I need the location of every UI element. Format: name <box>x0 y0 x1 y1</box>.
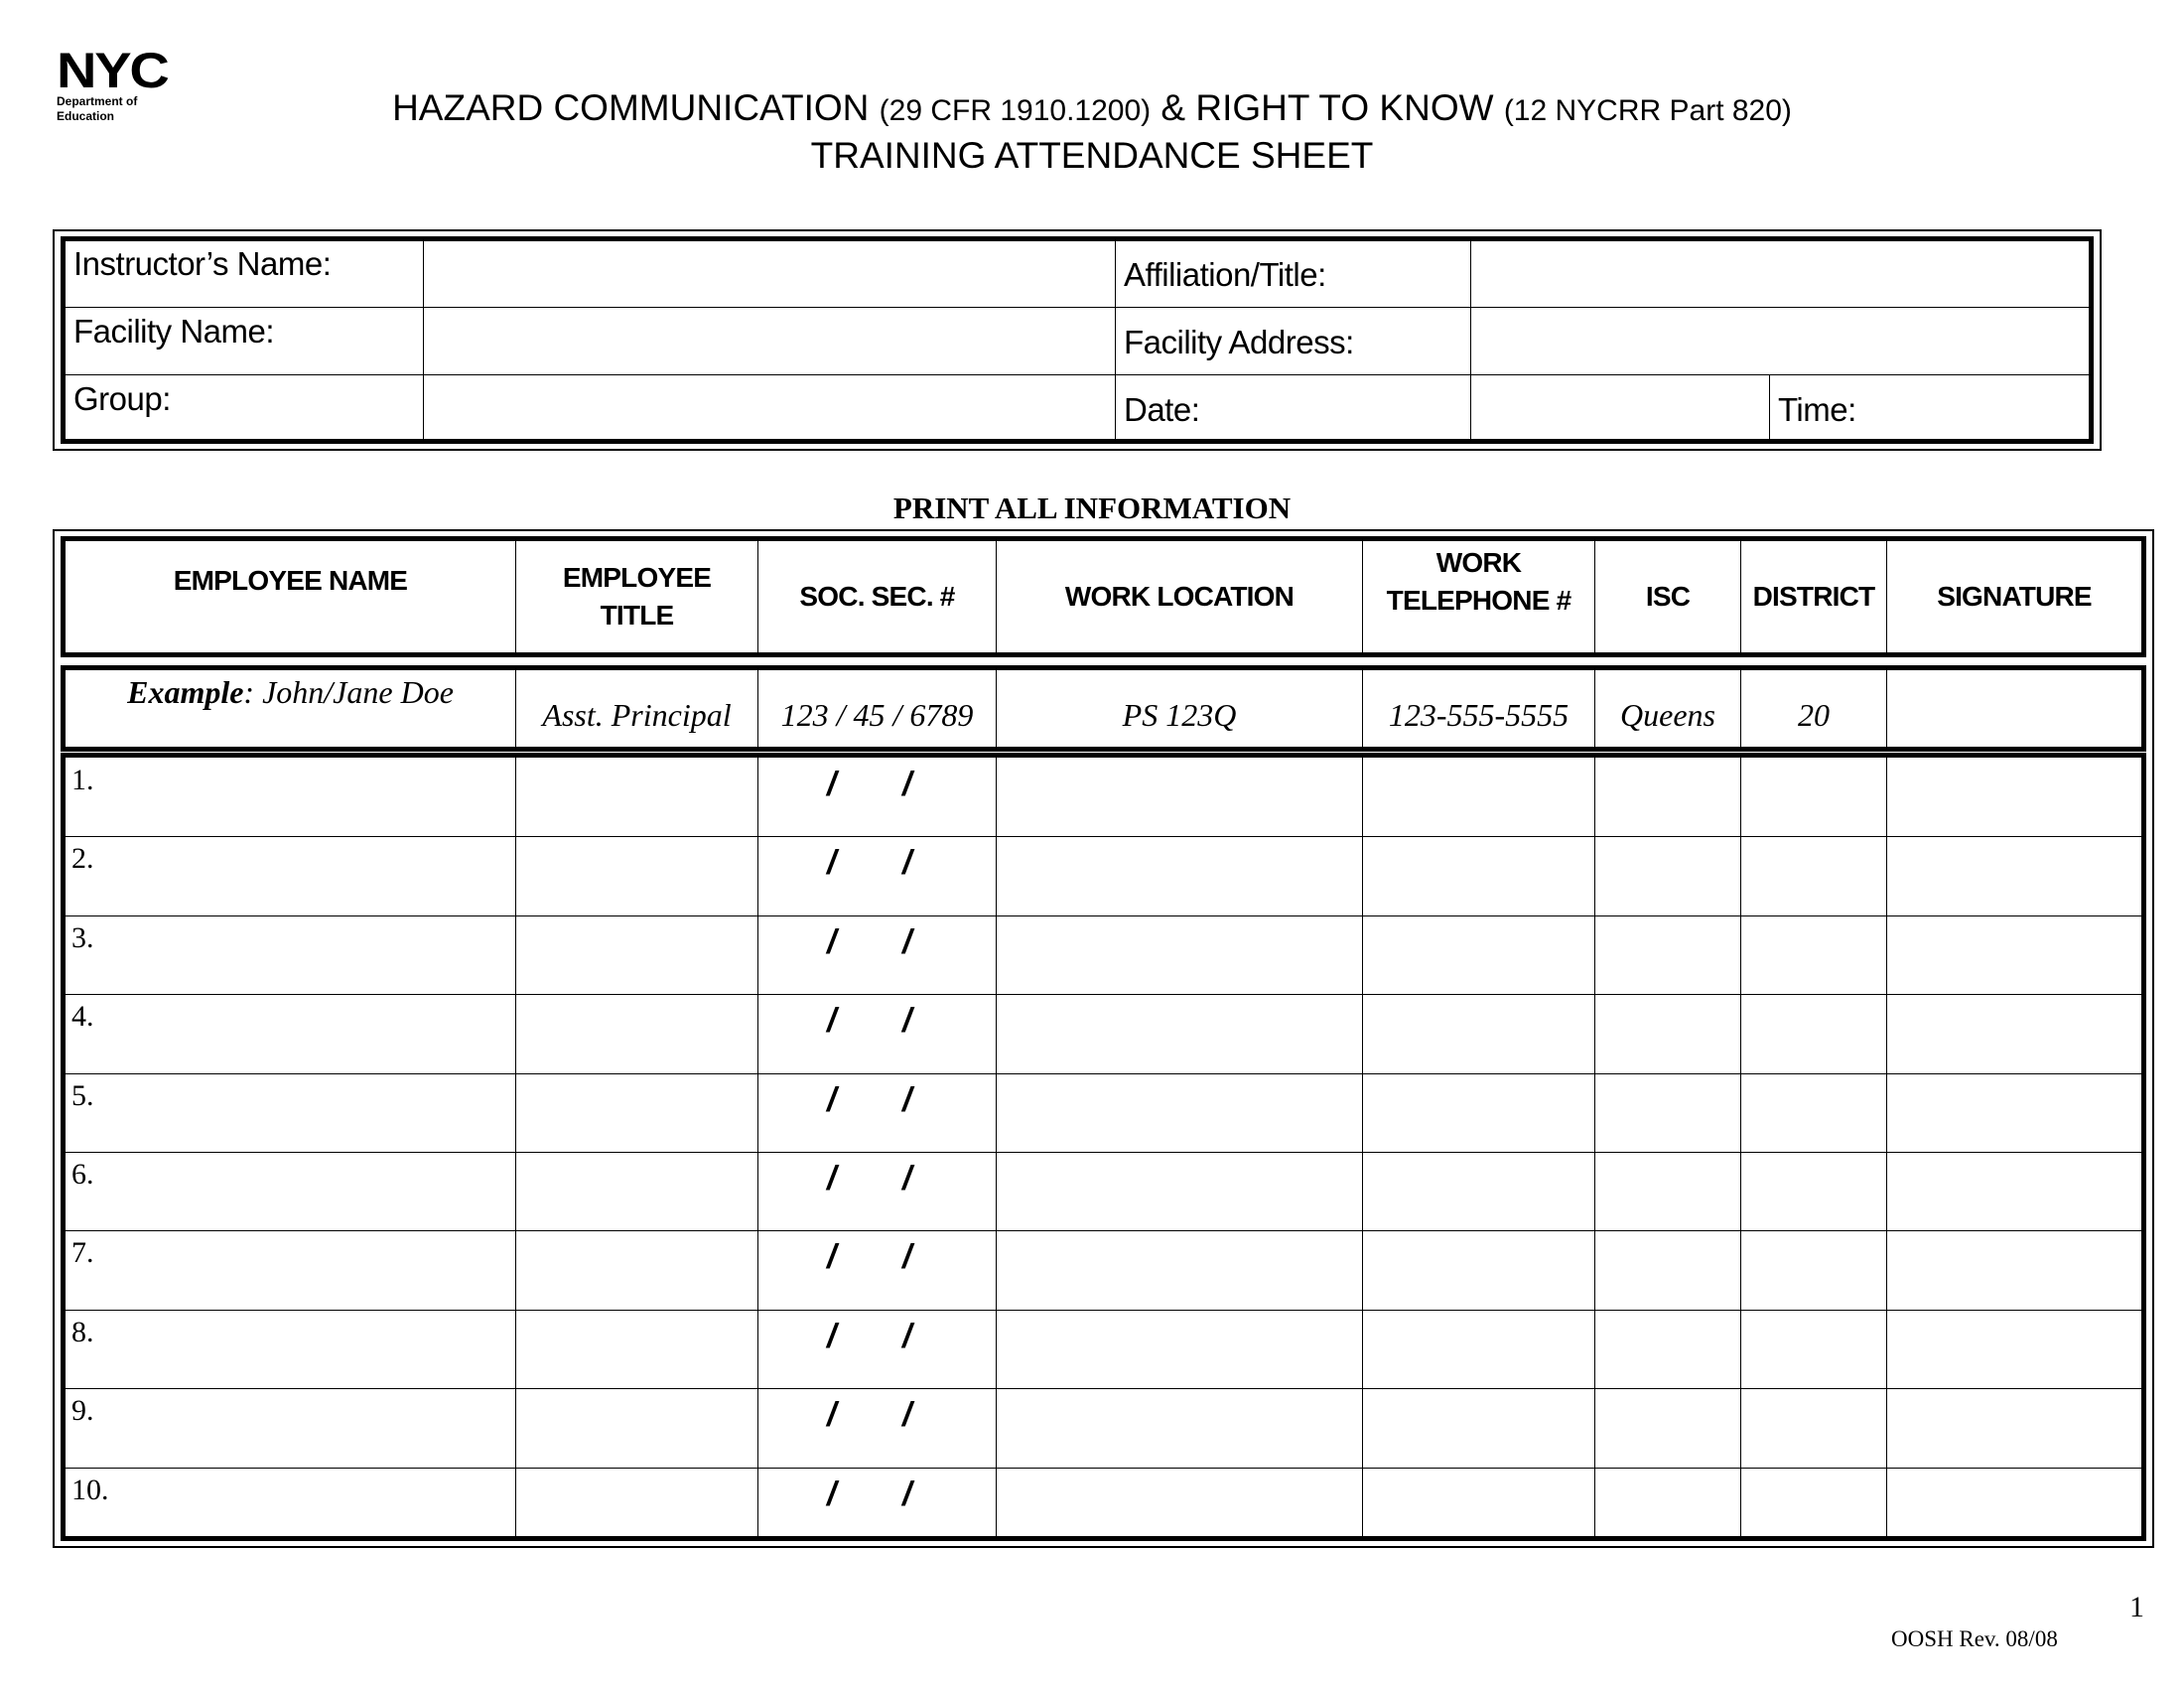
row-cell-work-location[interactable] <box>997 995 1362 1072</box>
soc-sec-separator: / <box>827 1238 837 1276</box>
row-cell-work-telephone[interactable] <box>1363 1231 1594 1309</box>
facility-name-field[interactable] <box>424 308 1115 374</box>
row-cell-work-telephone[interactable] <box>1363 837 1594 914</box>
soc-sec-separator: / <box>902 1160 912 1197</box>
row-cell-name[interactable] <box>66 995 515 1072</box>
soc-sec-separator: / <box>827 923 837 961</box>
column-divider <box>1362 670 1363 747</box>
column-divider <box>996 541 997 652</box>
soc-sec-separator: / <box>827 1002 837 1040</box>
row-cell-title[interactable] <box>516 1311 757 1388</box>
row-cell-signature[interactable] <box>1887 837 2141 914</box>
row-cell-soc-sec[interactable] <box>758 1153 996 1230</box>
row-cell-name[interactable] <box>66 1074 515 1152</box>
row-number: 6. <box>71 1158 94 1191</box>
group-label: Group: <box>73 380 171 417</box>
column-divider <box>1594 541 1595 652</box>
column-divider <box>1886 541 1887 652</box>
row-cell-soc-sec[interactable] <box>758 1074 996 1152</box>
row-cell-signature[interactable] <box>1887 1153 2141 1230</box>
example-work-location: PS 123Q <box>1122 696 1237 733</box>
row-cell-soc-sec[interactable] <box>758 759 996 836</box>
row-cell-signature[interactable] <box>1887 759 2141 836</box>
header-band <box>61 536 2146 657</box>
row-cell-isc[interactable] <box>1595 1074 1740 1152</box>
row-number: 2. <box>71 842 94 875</box>
example-title: Asst. Principal <box>542 696 732 733</box>
row-cell-isc[interactable] <box>1595 1153 1740 1230</box>
table-row <box>66 1230 2141 1309</box>
soc-sec-separator: / <box>902 1002 912 1040</box>
row-cell-isc[interactable] <box>1595 916 1740 994</box>
table-row <box>66 994 2141 1072</box>
row-cell-work-location[interactable] <box>997 1153 1362 1230</box>
row-cell-district[interactable] <box>1741 916 1886 994</box>
row-cell-signature[interactable] <box>1887 1469 2141 1546</box>
header-district: DISTRICT <box>1752 581 1875 612</box>
row-cell-name[interactable] <box>66 837 515 914</box>
row-cell-soc-sec[interactable] <box>758 995 996 1072</box>
soc-sec-separator: / <box>827 844 837 882</box>
row-cell-signature[interactable] <box>1887 995 2141 1072</box>
soc-sec-separator: / <box>827 766 837 803</box>
table-row <box>66 1073 2141 1152</box>
row-cell-isc[interactable] <box>1595 837 1740 914</box>
row-number: 5. <box>71 1079 94 1112</box>
row-number: 8. <box>71 1316 94 1348</box>
table-row <box>66 915 2141 994</box>
column-divider <box>1740 541 1741 652</box>
row-number: 7. <box>71 1236 94 1269</box>
row-cell-district[interactable] <box>1741 759 1886 836</box>
row-cell-title[interactable] <box>516 837 757 914</box>
title-main-b: RIGHT TO KNOW <box>1195 87 1494 128</box>
column-divider <box>515 670 516 747</box>
column-divider <box>757 670 758 747</box>
row-cell-work-location[interactable] <box>997 1231 1362 1309</box>
row-cell-soc-sec[interactable] <box>758 1389 996 1467</box>
affiliation-title-label: Affiliation/Title: <box>1124 256 1326 293</box>
row-cell-work-telephone[interactable] <box>1363 916 1594 994</box>
date-field[interactable] <box>1471 375 1769 443</box>
row-cell-isc[interactable] <box>1595 995 1740 1072</box>
row-cell-work-location[interactable] <box>997 1389 1362 1467</box>
title-ref-a: (29 CFR 1910.1200) <box>879 94 1152 127</box>
example-district: 20 <box>1798 696 1830 733</box>
row-cell-district[interactable] <box>1741 1469 1886 1546</box>
soc-sec-separator: / <box>902 1318 912 1355</box>
row-cell-isc[interactable] <box>1595 1389 1740 1467</box>
facility-name-label: Facility Name: <box>73 313 275 350</box>
column-divider <box>1594 670 1595 747</box>
row-cell-district[interactable] <box>1741 1311 1886 1388</box>
row-cell-work-location[interactable] <box>997 916 1362 994</box>
column-divider <box>996 670 997 747</box>
soc-sec-separator: / <box>902 1396 912 1434</box>
column-divider <box>1886 670 1887 747</box>
soc-sec-separator: / <box>827 1396 837 1434</box>
table-row <box>66 1310 2141 1388</box>
header-employee-title-line1: EMPLOYEE <box>562 562 712 593</box>
header-work-telephone-line1: WORK <box>1435 547 1522 578</box>
row-cell-work-telephone[interactable] <box>1363 1074 1594 1152</box>
header-work-telephone <box>1363 541 1594 623</box>
row-cell-title[interactable] <box>516 1153 757 1230</box>
example-work-telephone: 123-555-5555 <box>1388 696 1570 733</box>
row-cell-work-telephone[interactable] <box>1363 759 1594 836</box>
group-field[interactable] <box>424 375 1115 443</box>
row-cell-soc-sec[interactable] <box>758 1311 996 1388</box>
row-number: 3. <box>71 921 94 954</box>
row-cell-name[interactable] <box>66 759 515 836</box>
row-cell-work-telephone[interactable] <box>1363 1469 1594 1546</box>
row-cell-work-telephone[interactable] <box>1363 1389 1594 1467</box>
row-cell-soc-sec[interactable] <box>758 916 996 994</box>
example-label: Example <box>127 673 244 710</box>
row-cell-district[interactable] <box>1741 1389 1886 1467</box>
row-cell-signature[interactable] <box>1887 1074 2141 1152</box>
rows-band <box>61 753 2146 1541</box>
row-number: 9. <box>71 1394 94 1427</box>
soc-sec-separator: / <box>902 923 912 961</box>
soc-sec-separator: / <box>827 1081 837 1119</box>
row-cell-signature[interactable] <box>1887 1389 2141 1467</box>
row-cell-signature[interactable] <box>1887 1231 2141 1309</box>
page-subtitle: TRAINING ATTENDANCE SHEET <box>810 135 1374 176</box>
row-cell-title[interactable] <box>516 1074 757 1152</box>
header-signature: SIGNATURE <box>1937 581 2092 612</box>
column-divider <box>1740 670 1741 747</box>
row-cell-district[interactable] <box>1741 995 1886 1072</box>
column-divider <box>1362 541 1363 652</box>
example-name-value: : John/Jane Doe <box>243 673 454 710</box>
affiliation-title-field[interactable] <box>1471 241 2101 307</box>
soc-sec-separator: / <box>827 1160 837 1197</box>
logo-mark: NYC <box>57 43 168 98</box>
instructor-name-label: Instructor’s Name: <box>73 245 332 282</box>
row-cell-title[interactable] <box>516 1231 757 1309</box>
header-work-location: WORK LOCATION <box>1064 581 1295 612</box>
soc-sec-separator: / <box>902 766 912 803</box>
row-cell-isc[interactable] <box>1595 759 1740 836</box>
page-number: 1 <box>2129 1591 2144 1623</box>
row-number: 1. <box>71 764 94 796</box>
row-number: 10. <box>71 1474 109 1506</box>
row-cell-soc-sec[interactable] <box>758 1469 996 1546</box>
row-cell-isc[interactable] <box>1595 1469 1740 1546</box>
info-table <box>53 229 2102 451</box>
table-row <box>66 836 2141 914</box>
row-cell-signature[interactable] <box>1887 916 2141 994</box>
title-main-a: HAZARD COMMUNICATION <box>392 87 870 128</box>
date-label: Date: <box>1124 391 1200 428</box>
row-cell-work-telephone[interactable] <box>1363 995 1594 1072</box>
row-cell-title[interactable] <box>516 1469 757 1546</box>
row-number: 4. <box>71 1000 94 1033</box>
row-cell-work-location[interactable] <box>997 1311 1362 1388</box>
header-isc: ISC <box>1645 581 1691 612</box>
row-cell-name[interactable] <box>66 916 515 994</box>
row-cell-title[interactable] <box>516 995 757 1072</box>
row-cell-title[interactable] <box>516 759 757 836</box>
print-all-instruction: PRINT ALL INFORMATION <box>892 491 1292 525</box>
attendance-table <box>53 529 2154 1548</box>
example-name <box>66 672 515 712</box>
example-soc-sec: 123 / 45 / 6789 <box>780 696 974 733</box>
soc-sec-separator: / <box>902 1476 912 1513</box>
title-amp: & <box>1160 87 1186 128</box>
soc-sec-separator: / <box>902 1238 912 1276</box>
facility-address-field[interactable] <box>1471 308 2101 374</box>
row-cell-soc-sec[interactable] <box>758 837 996 914</box>
example-isc: Queens <box>1620 696 1715 733</box>
row-cell-signature[interactable] <box>1887 1311 2141 1388</box>
column-divider <box>515 541 516 652</box>
row-cell-name[interactable] <box>66 1469 515 1546</box>
soc-sec-separator: / <box>902 1081 912 1119</box>
time-label: Time: <box>1778 391 1856 428</box>
row-cell-soc-sec[interactable] <box>758 1231 996 1309</box>
header-soc-sec: SOC. SEC. # <box>799 581 955 612</box>
row-cell-name[interactable] <box>66 1231 515 1309</box>
logo-line-2: Education <box>57 109 115 123</box>
table-row <box>66 1468 2141 1546</box>
revision-label: OOSH Rev. 08/08 <box>1891 1626 2058 1651</box>
row-cell-district[interactable] <box>1741 1231 1886 1309</box>
table-row <box>66 1388 2141 1467</box>
row-cell-title[interactable] <box>516 1389 757 1467</box>
logo-line-1: Department of <box>57 94 138 108</box>
header-employee-name: EMPLOYEE NAME <box>173 565 408 596</box>
row-cell-name[interactable] <box>66 1311 515 1388</box>
column-divider <box>757 541 758 652</box>
row-cell-isc[interactable] <box>1595 1311 1740 1388</box>
row-cell-work-location[interactable] <box>997 759 1362 836</box>
soc-sec-separator: / <box>827 1476 837 1513</box>
header-work-telephone-line2: TELEPHONE # <box>1386 585 1571 616</box>
info-table-inner <box>61 236 2094 444</box>
facility-address-label: Facility Address: <box>1124 324 1354 360</box>
row-cell-district[interactable] <box>1741 837 1886 914</box>
table-row <box>66 758 2141 836</box>
row-cell-work-location[interactable] <box>997 837 1362 914</box>
title-ref-b: (12 NYCRR Part 820) <box>1503 94 1792 127</box>
row-cell-work-telephone[interactable] <box>1363 1153 1594 1230</box>
instructor-name-field[interactable] <box>424 241 1115 307</box>
row-cell-isc[interactable] <box>1595 1231 1740 1309</box>
row-cell-name[interactable] <box>66 1389 515 1467</box>
header-employee-title <box>516 541 757 652</box>
example-band <box>61 665 2146 752</box>
soc-sec-separator: / <box>827 1318 837 1355</box>
row-cell-work-location[interactable] <box>997 1074 1362 1152</box>
row-cell-work-location[interactable] <box>997 1469 1362 1546</box>
row-cell-name[interactable] <box>66 1153 515 1230</box>
row-cell-title[interactable] <box>516 916 757 994</box>
row-cell-district[interactable] <box>1741 1074 1886 1152</box>
page-title <box>0 85 2184 134</box>
row-cell-district[interactable] <box>1741 1153 1886 1230</box>
row-cell-work-telephone[interactable] <box>1363 1311 1594 1388</box>
soc-sec-separator: / <box>902 844 912 882</box>
table-row <box>66 1152 2141 1230</box>
header-employee-title-line2: TITLE <box>600 600 674 631</box>
